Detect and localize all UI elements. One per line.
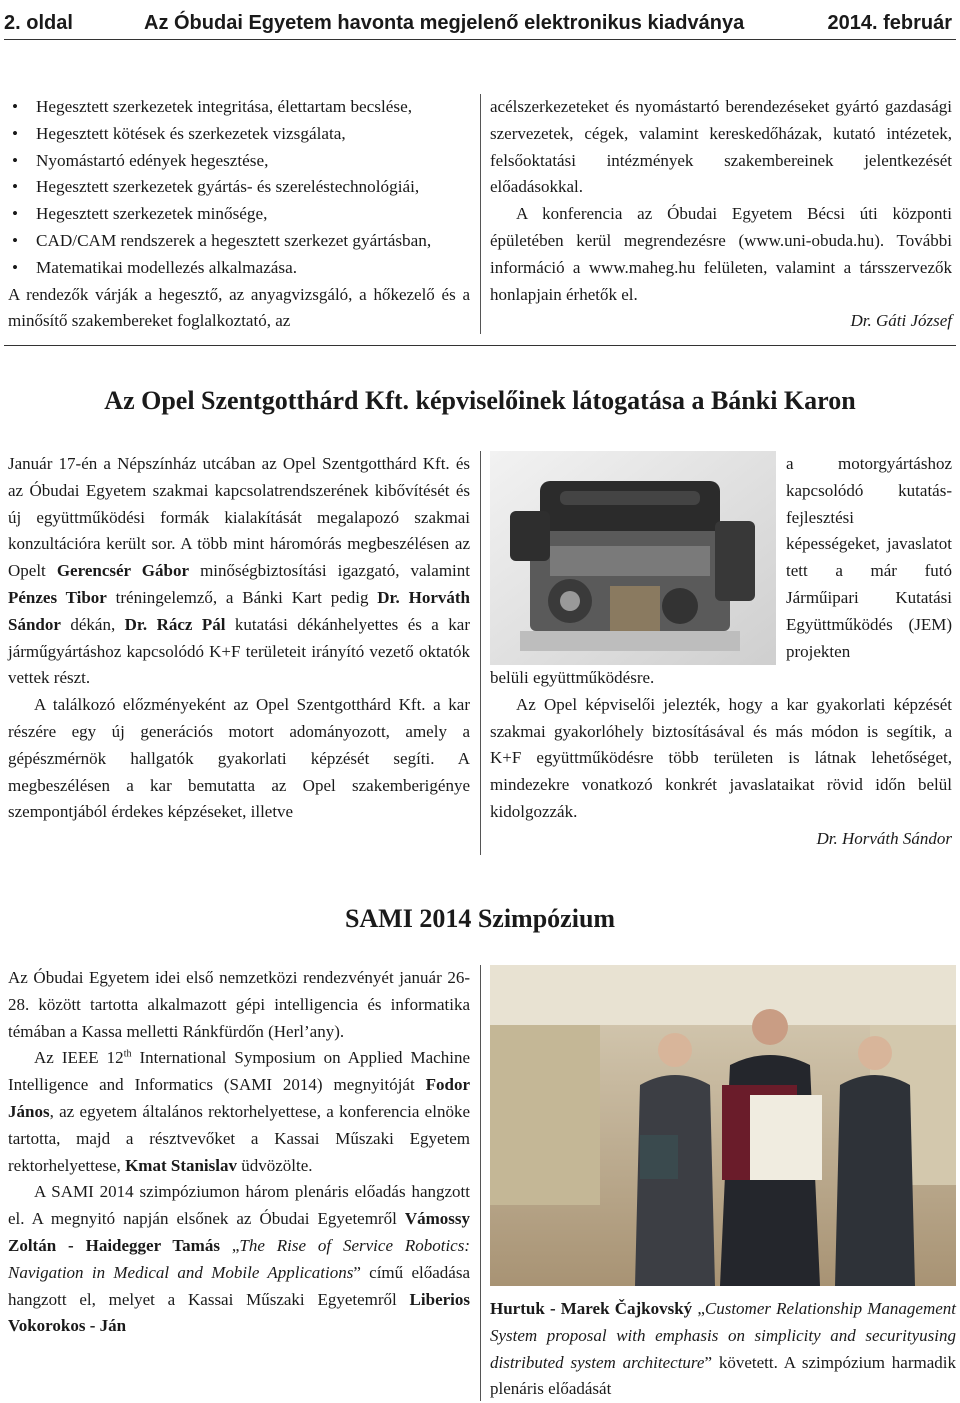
ceremony-icon: [490, 965, 956, 1286]
column-divider: [480, 94, 481, 334]
column-divider: [480, 451, 481, 855]
person-name: Gerencsér Gábor: [56, 561, 190, 581]
text-run: , az egyetem általános rektorhelyettese, a konferencia elnöke tartotta, majd a résztvevőket a Kassai Műszaki Egyetem rektorhelyettese,: [8, 1101, 470, 1175]
article2-right-column: [490, 665, 952, 853]
paragraph: A találkozó előzményeként az Opel Szentgotthárd Kft. a kar részére egy új generációs motort adományozott, amely a gépészmérnök hallgatók gyakorlati képzését segíti. A megbeszélésen a kar bemutatta az Opel szakemberigénye szempontjából érdekes képzéseket, illetve: [8, 695, 470, 822]
paragraph: [8, 1179, 470, 1340]
article2-left-column: [8, 451, 470, 826]
lecture-title: The Rise of Service Robotics: Navigation in Medical and Mobile Applications: [8, 1235, 471, 1282]
list-item: • Nyomástartó edények hegesztése,: [8, 148, 470, 175]
engine-photo: [490, 451, 776, 665]
article1-left-column: [8, 94, 470, 335]
paragraph: a motorgyártáshoz kapcsolódó kutatás-fejlesztési képességeket, javaslatot tett a már futó Járműipari Kutatási Együttműködés (JEM) projekten: [786, 454, 952, 661]
article2-title: Az Opel Szentgotthárd Kft. képviselőinek látogatása a Bánki Karon: [104, 386, 856, 415]
text-run: kutatási dékánhelyettes és a kar járműgyártáshoz kapcsolódó K+F területeit irányító vezető oktatók vettek részt.: [8, 614, 470, 688]
text-run: „: [219, 1235, 240, 1255]
engine-icon: [490, 451, 776, 665]
text-run: dékán,: [60, 614, 125, 634]
list-item: • Hegesztett szerkezetek gyártás- és szereléstechnológiái,: [8, 174, 470, 201]
text-run: tréningelemző, a Bánki Kart pedig: [106, 587, 378, 607]
paragraph: A konferencia az Óbudai Egyetem Bécsi úti központi épületében kerül megrendezésre (www.uni-obuda.hu). További információ a www.maheg.hu felületen, valamint a társszervezők honlapjain érhetők el.: [490, 204, 952, 304]
person-name: Ján: [99, 1316, 127, 1336]
text-run: ”: [704, 1352, 712, 1372]
text-run: ” című előadása hangzott el, melyet a Kassai Műszaki Egyetemről: [8, 1262, 470, 1309]
separator: -: [56, 1235, 86, 1255]
person-name: Pénzes Tibor: [8, 587, 107, 607]
text-run: International Symposium on Applied Machine Intelligence and Informatics (SAMI 2014) megnyitóját: [8, 1048, 470, 1095]
person-name: Liberios Vokorokos: [8, 1289, 470, 1336]
article3-right-column: [490, 1296, 956, 1403]
author-signature: Dr. Horváth Sándor: [816, 828, 952, 848]
article3-left-column: [8, 965, 470, 1340]
list-item: • Hegesztett szerkezetek minősége,: [8, 201, 470, 228]
paragraph: [490, 1296, 956, 1403]
topic-list: [8, 94, 470, 282]
paragraph: Az Óbudai Egyetem idei első nemzetközi rendezvényét január 26-28. között tartotta alkalmazott gépi intelligencia és informatika témában a Kassa melletti Ránkfürdőn (Herl’any).: [8, 968, 470, 1041]
separator: -: [544, 1299, 561, 1318]
person-name: Marek Čajkovský: [560, 1299, 693, 1318]
list-item: • Matematikai modellezés alkalmazása.: [8, 255, 470, 282]
list-item: • Hegesztett szerkezetek integritása, élettartam becslése,: [8, 94, 470, 121]
article1-right-column: [490, 94, 952, 335]
paragraph: acélszerkezeteket és nyomástartó berendezéseket gyártó gazdasági szervezetek, cégek, valamint kereskedőházak, kutató intézetek, felsőoktatási intézmények szakembereinek jelentkezését előadásokkal.: [490, 97, 952, 197]
article3-title: SAMI 2014 Szimpózium: [344, 904, 616, 933]
paragraph: belüli együttműködésre.: [490, 668, 655, 687]
header-rule: [4, 39, 956, 40]
person-name: Vámossy Zoltán: [8, 1209, 470, 1255]
person-name: Fodor János: [8, 1075, 470, 1121]
text-run: „: [692, 1299, 705, 1318]
paragraph: [8, 451, 470, 692]
person-name: Hurtuk: [490, 1299, 545, 1318]
page-header: [4, 8, 956, 34]
person-name: Kmat Stanislav: [125, 1155, 237, 1175]
list-item: • Hegesztett kötések és szerkezetek vizsgálata,: [8, 121, 470, 148]
text-run: minőségbiztosítási igazgató, valamint: [189, 561, 470, 581]
paragraph: A rendezők várják a hegesztő, az anyagvizsgáló, a hőkezelő és a minősítő szakembereket foglalkoztató, az: [8, 284, 470, 331]
paragraph: Az Opel képviselői jelezték, hogy a kar gyakorlati képzését szakmai gyakorlóhely biztosításával és más módon is segítik, a K+F együttműködésre több területen is látnak lehetőséget, mindezekre vonatkozó konkrét javaslataikat rövid időn belül kidolgozzák.: [490, 694, 952, 821]
person-name: Dr. Horváth Sándor: [8, 587, 470, 634]
column-divider: [480, 965, 481, 1401]
text-run: követett. A szimpózium harmadik plenáris előadását: [490, 1352, 956, 1399]
section-rule: [4, 345, 956, 346]
paragraph: [8, 1045, 470, 1179]
text-run: Az IEEE 12: [34, 1048, 124, 1068]
list-item: • CAD/CAM rendszerek a hegesztett szerkezet gyártásban,: [8, 228, 470, 255]
text-run: üdvözölte.: [237, 1155, 313, 1175]
article2-right-beside: [786, 451, 952, 665]
ceremony-photo: [490, 965, 956, 1286]
person-name: Haidegger Tamás: [85, 1235, 220, 1255]
author-signature: Dr. Gáti József: [850, 311, 952, 331]
separator: -: [85, 1316, 100, 1336]
text-run: A SAMI 2014 szimpóziumon három plenáris előadás hangzott el. A megnyitó napján elsőnek az Óbudai Egyetemről: [8, 1182, 470, 1229]
issue-date: 2014. február: [827, 12, 952, 34]
publication-name: Az Óbudai Egyetem havonta megjelenő elektronikus kiadványa: [144, 12, 745, 34]
lecture-title: Customer Relationship Management System proposal with emphasis on simplicity and securityusing distributed system architecture: [490, 1299, 956, 1372]
text-run: Január 17-én a Népszínház utcában az Opel Szentgotthárd Kft. és az Óbudai Egyetem szakmai kapcsolatrendszerének kibővítését és új együttműködési formák kialakítását megalapozó szakmai konzultációra került sor. A több mint háromórás megbeszélésen az Opelt: [8, 454, 470, 581]
superscript: th: [123, 1048, 132, 1060]
page-number: 2. oldal: [4, 12, 73, 34]
person-name: Dr. Rácz Pál: [124, 614, 226, 634]
